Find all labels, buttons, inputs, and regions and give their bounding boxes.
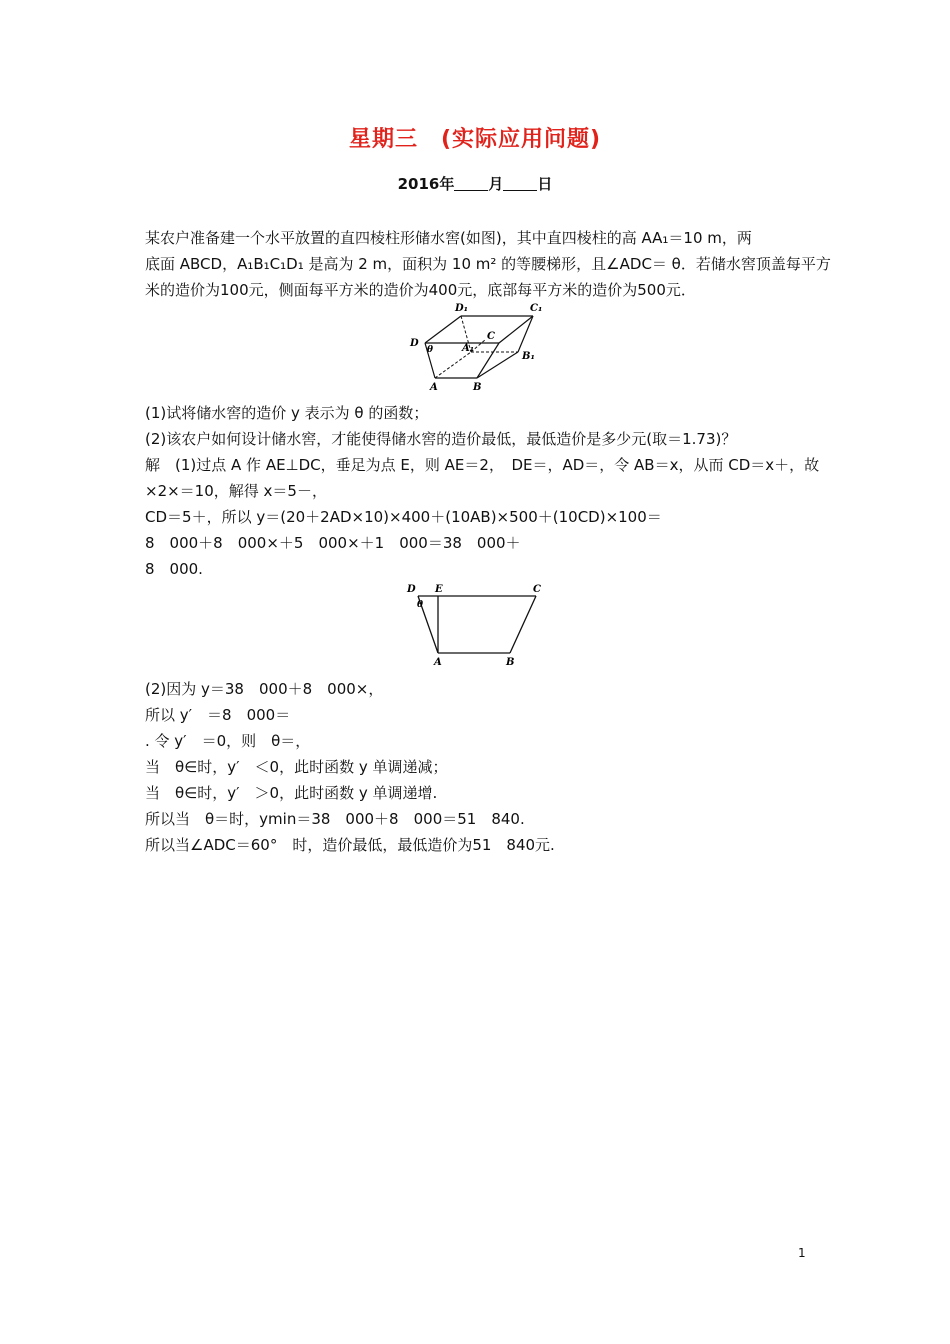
solution-line-5: 8 000. xyxy=(145,560,203,578)
fig2-label-B: B xyxy=(506,657,515,668)
fig1-label-B: B xyxy=(473,382,482,393)
fig1-label-A1: A₁ xyxy=(462,343,475,354)
question-2: (2)该农户如何设计储水窖，才能使得储水窖的造价最低，最低造价是多少元(取＝1.73)？ xyxy=(145,430,737,448)
fig1-label-C1: C₁ xyxy=(530,303,543,314)
fig2-label-theta: θ xyxy=(417,600,424,610)
month-blank xyxy=(454,176,488,191)
fig1-label-theta: θ xyxy=(427,345,434,355)
fig2-label-C: C xyxy=(533,584,541,595)
solution-line-4: 8 000＋8 000×＋5 000×＋1 000＝38 000＋ xyxy=(145,534,521,552)
part2-line-5: 当 θ∈时，y′ ＞0，此时函数 y 单调递增. xyxy=(145,784,438,802)
date-day: 日 xyxy=(537,175,553,193)
part2-line-2: 所以 y′ ＝8 000＝ xyxy=(145,706,291,724)
page-number: 1 xyxy=(798,1246,806,1260)
prism-figure xyxy=(405,300,555,395)
problem-line-3: 米的造价为100元，侧面每平方米的造价为400元，底部每平方米的造价为500元． xyxy=(145,281,696,299)
part2-line-6: 所以当 θ＝时，ymin＝38 000＋8 000＝51 840. xyxy=(145,810,525,828)
fig2-label-E: E xyxy=(435,584,443,595)
part2-line-4: 当 θ∈时，y′ ＜0，此时函数 y 单调递减； xyxy=(145,758,448,776)
day-blank xyxy=(503,176,537,191)
problem-line-2: 底面 ABCD，A₁B₁C₁D₁ 是高为 2 m，面积为 10 m² 的等腰梯形，且∠ADC＝ θ．若储水窖顶盖每平方 xyxy=(145,255,831,273)
fig1-label-A: A xyxy=(430,382,438,393)
page-title: 星期三 (实际应用问题) xyxy=(348,127,602,152)
question-1: (1)试将储水窖的造价 y 表示为 θ 的函数； xyxy=(145,404,429,422)
solution-line-2: ×2×＝10，解得 x＝5－， xyxy=(145,482,327,500)
fig1-label-D: D xyxy=(410,338,419,349)
fig2-label-A: A xyxy=(434,657,442,668)
fig1-label-B1: B₁ xyxy=(522,351,535,362)
problem-line-1: 某农户准备建一个水平放置的直四棱柱形储水窖(如图)，其中直四棱柱的高 AA₁＝10 m，两 xyxy=(145,229,752,247)
date-line xyxy=(0,173,950,194)
part2-line-3: . 令 y′ ＝0，则 θ＝， xyxy=(145,732,311,750)
part2-line-1: (2)因为 y＝38 000＋8 000×， xyxy=(145,680,384,698)
solution-line-3: CD＝5＋，所以 y＝(20＋2AD×10)×400＋(10AB)×500＋(10CD)×100＝ xyxy=(145,508,662,526)
trapezoid-figure xyxy=(400,580,550,670)
solution-line-1: 解 (1)过点 A 作 AE⊥DC，垂足为点 E，则 AE＝2， DE＝，AD＝，令 AB＝x，从而 CD＝x＋，故 xyxy=(145,456,820,474)
fig1-label-C: C xyxy=(487,331,495,342)
part2-line-7: 所以当∠ADC＝60° 时，造价最低，最低造价为51 840元. xyxy=(145,836,555,854)
date-year: 2016年 xyxy=(397,175,455,193)
fig1-label-D1: D₁ xyxy=(455,303,469,314)
date-month: 月 xyxy=(488,175,504,193)
fig2-label-D: D xyxy=(407,584,416,595)
